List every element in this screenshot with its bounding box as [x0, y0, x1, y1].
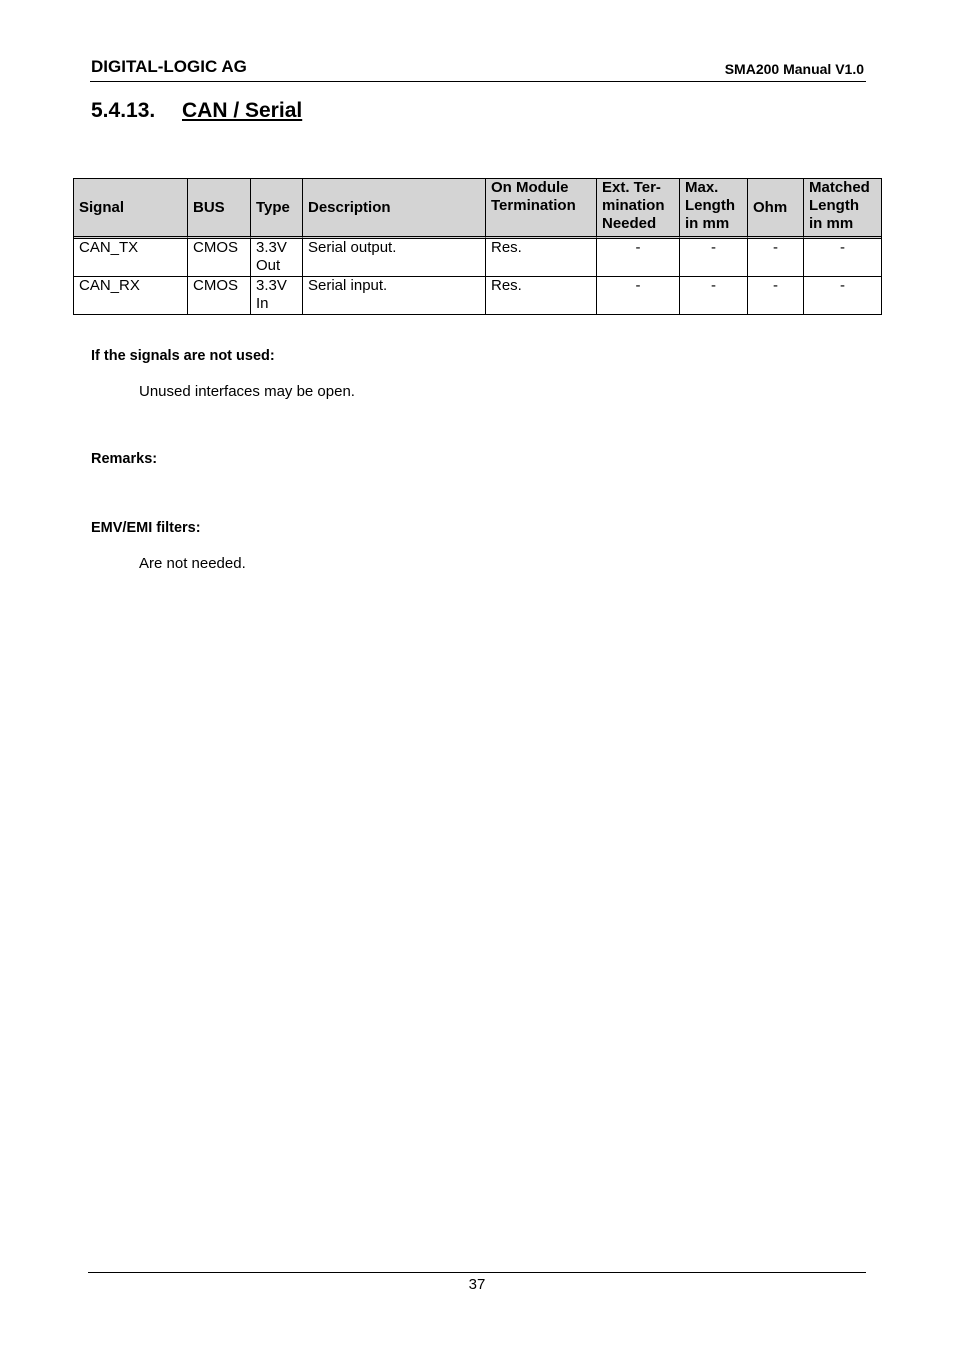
- column-header: Ohm: [748, 179, 804, 239]
- company-name: DIGITAL-LOGIC AG: [91, 57, 247, 76]
- manual-title: SMA200 Manual V1.0: [724, 61, 864, 77]
- table-cell: CAN_TX: [74, 239, 188, 277]
- table-cell: 3.3V In: [251, 277, 303, 314]
- column-header: BUS: [188, 179, 251, 239]
- table-cell: Res.: [486, 277, 597, 314]
- table-cell: -: [680, 277, 748, 314]
- column-header: Ext. Ter-mination Needed: [597, 179, 680, 239]
- column-header: Description: [303, 179, 486, 239]
- column-header: Type: [251, 179, 303, 239]
- table-cell: CAN_RX: [74, 277, 188, 314]
- section-number: 5.4.13.: [91, 99, 156, 122]
- table-cell: Serial input.: [303, 277, 486, 314]
- column-header: Max. Length in mm: [680, 179, 748, 239]
- table-row: [74, 239, 881, 277]
- table-cell: CMOS: [188, 239, 251, 277]
- section-title: CAN / Serial: [182, 99, 303, 122]
- unused-signals-text: Unused interfaces may be open.: [139, 383, 355, 400]
- table-cell: -: [748, 277, 804, 314]
- column-header: Signal: [74, 179, 188, 239]
- unused-signals-heading: If the signals are not used:: [91, 348, 275, 364]
- emv-filters-text: Are not needed.: [139, 555, 246, 572]
- table-cell: Serial output.: [303, 239, 486, 277]
- table-row: [74, 277, 881, 314]
- emv-filters-heading: EMV/EMI filters:: [91, 520, 201, 536]
- signal-table: [73, 178, 882, 315]
- table-cell: Res.: [486, 239, 597, 277]
- footer-divider: [88, 1272, 866, 1273]
- table-header-row: [74, 179, 881, 239]
- remarks-heading: Remarks:: [91, 451, 158, 467]
- section-heading: [91, 99, 302, 123]
- table-cell: -: [597, 239, 680, 277]
- table-cell: 3.3V Out: [251, 239, 303, 277]
- table-cell: -: [748, 239, 804, 277]
- table-cell: -: [840, 277, 845, 294]
- page-header: [90, 56, 866, 82]
- table-cell: CMOS: [188, 277, 251, 314]
- page-number: 37: [468, 1276, 486, 1293]
- column-header: On Module Termination: [486, 179, 597, 239]
- column-header: Matched Length in mm: [804, 179, 881, 239]
- table-cell: -: [804, 239, 881, 277]
- table-cell: -: [597, 277, 680, 314]
- table-cell: -: [680, 239, 748, 277]
